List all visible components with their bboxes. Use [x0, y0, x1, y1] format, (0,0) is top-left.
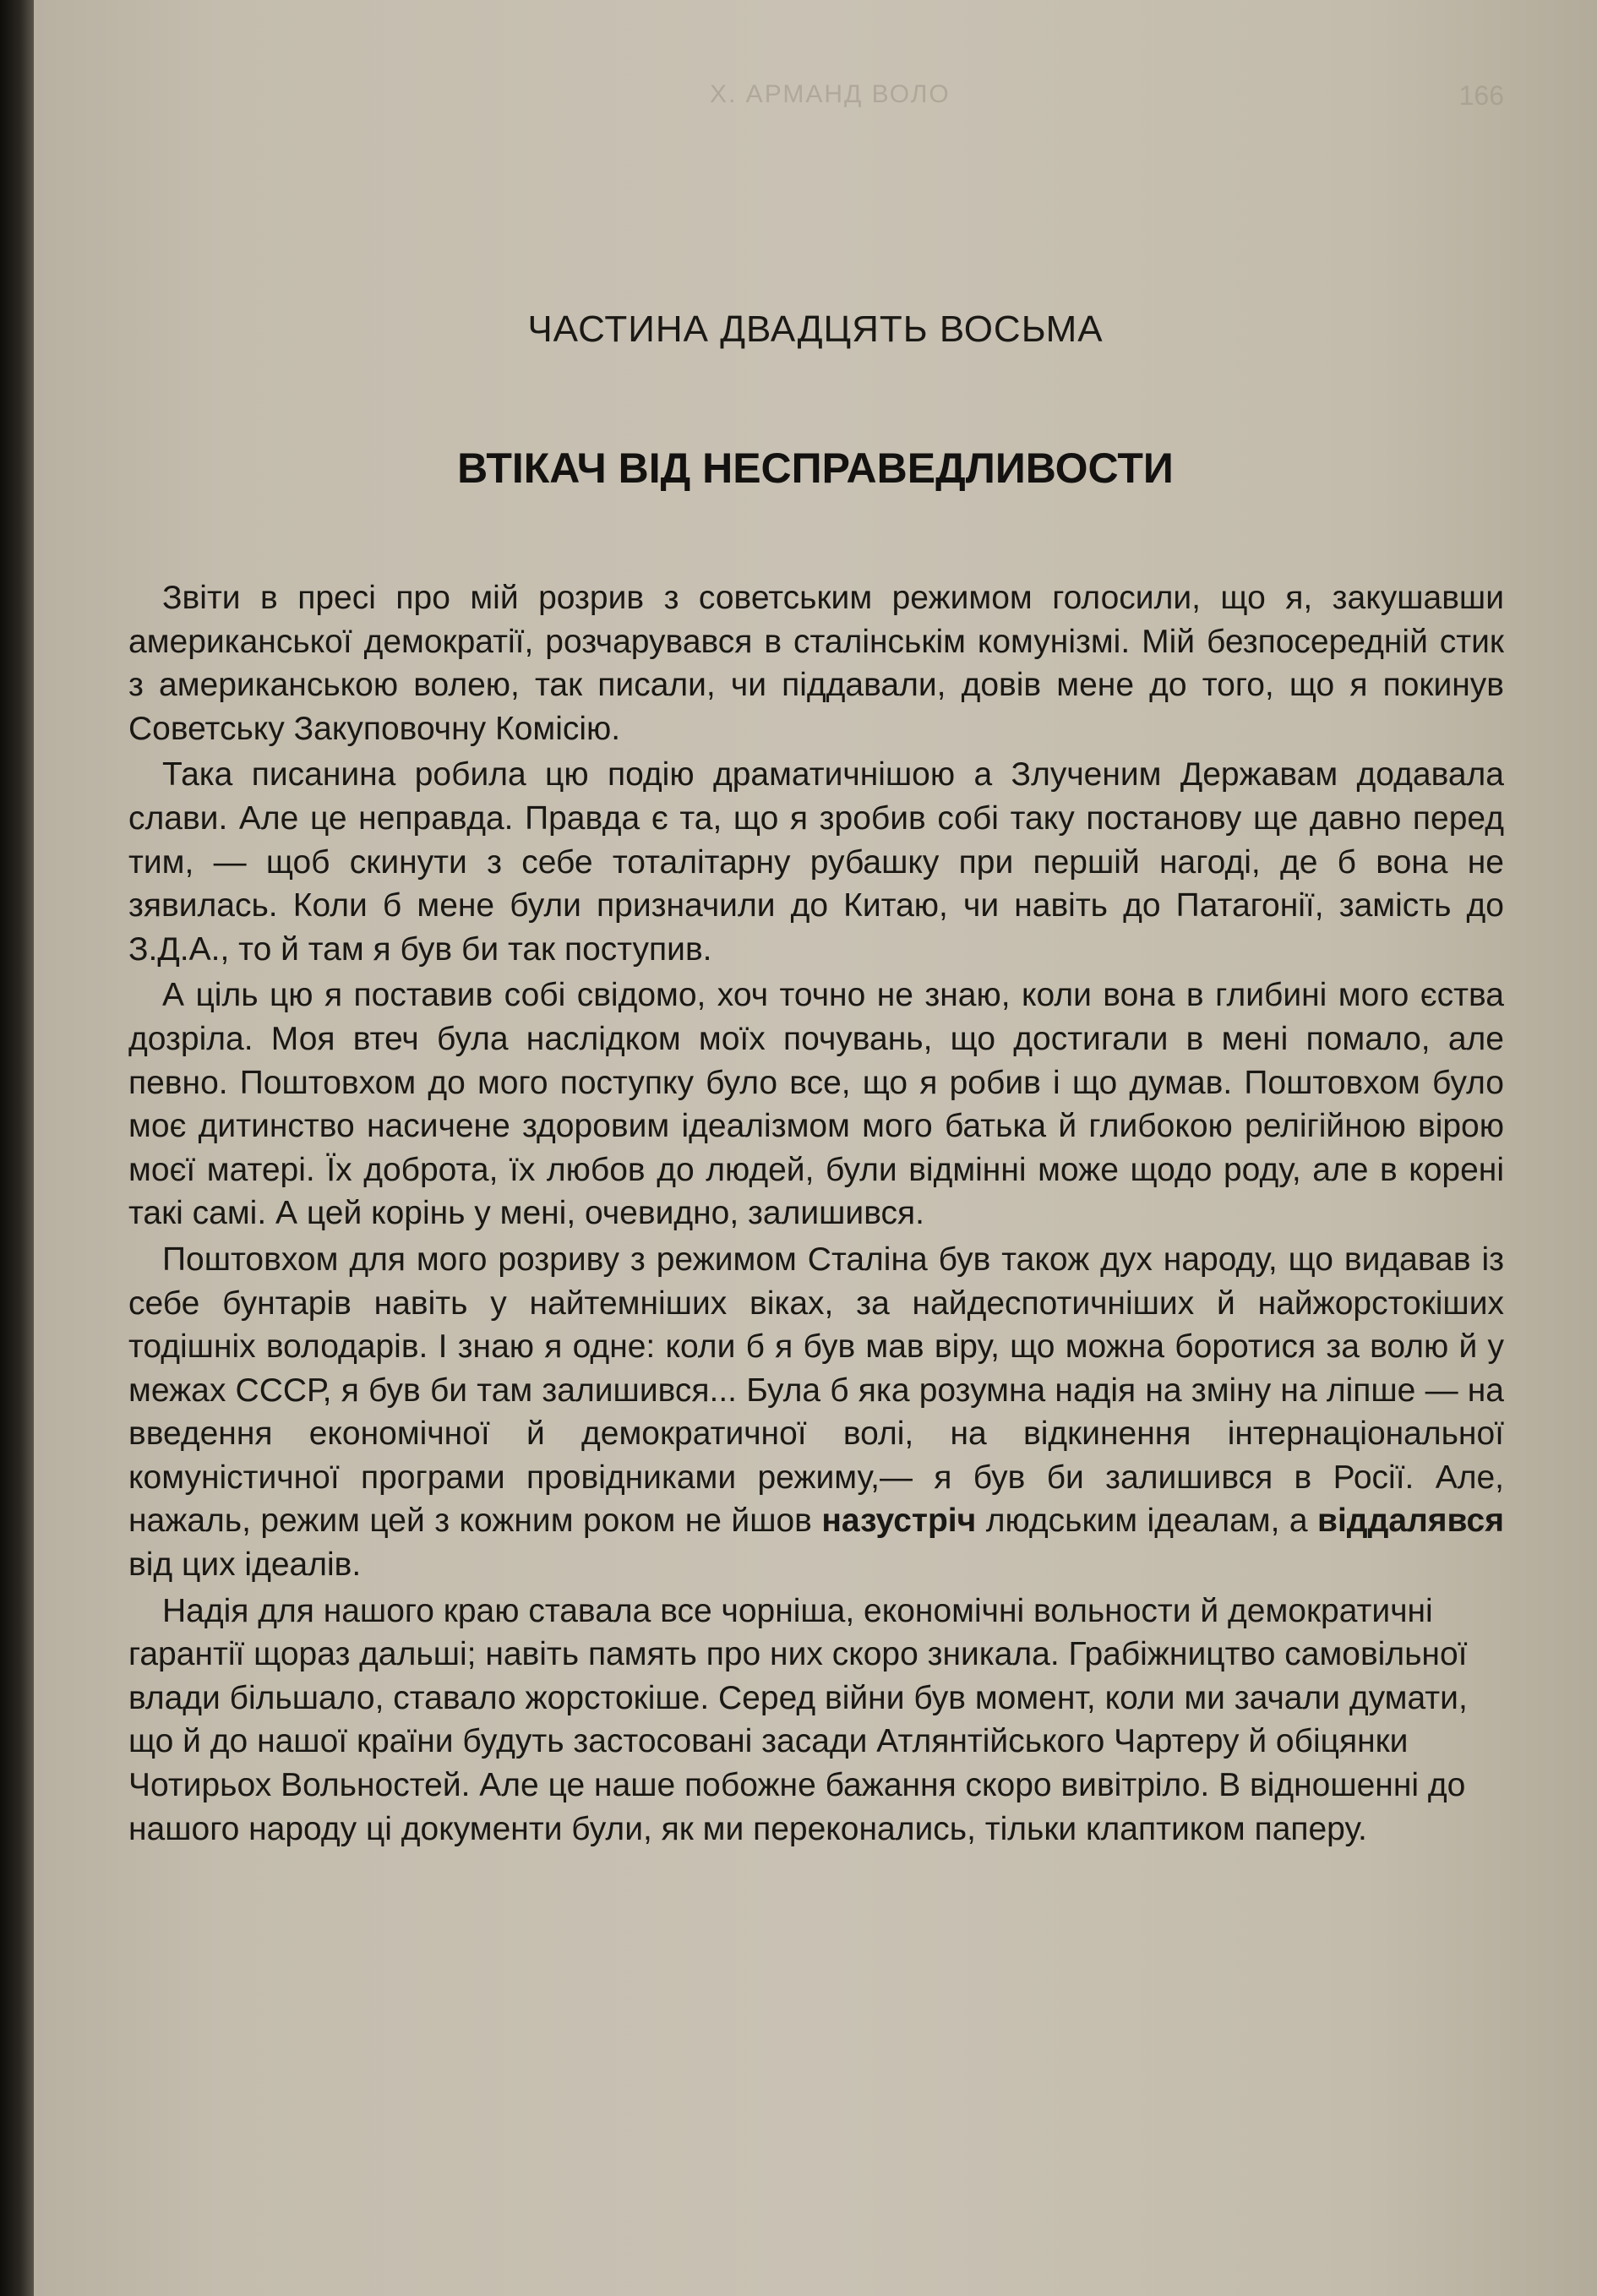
page-gutter-shadow [0, 0, 34, 2296]
paragraph-4-bold-word-1: назустріч [821, 1502, 977, 1540]
paragraph-2: Така писанина робила цю подію драматичнішою а Злученим Державам додавала слави. Але це неправда. Правда є та, що я зробив собі таку постанову ще давно перед тим, — щоб скинути з себе тоталітарну рубашку при першій нагоді, де б вона не зявилась. Коли б мене були призначили до Китаю, чи навіть до Патагонії, замість до З.Д.А., то й там я був би так поступив. [128, 756, 1504, 968]
paragraph-3: А ціль цю я поставив собі свідомо, хоч точно не знаю, коли вона в глибині мого єства дозріла. Моя втеч була наслідком моїх почувань, що достигали в мені помало, але певно. Поштовхом до мого поступку було все, що я робив і що думав. Поштовхом було моє дитинство насичене здоровим ідеалізмом мого батька й глибокою релігійною вірою моєї матері. Їх доброта, їх любов до людей, були відмінні може щодо роду, але в корені такі самі. А цей корінь у мені, очевидно, залишився. [128, 977, 1504, 1232]
part-title: ЧАСТИНА ДВАДЦЯТЬ ВОСЬМА [527, 308, 1104, 350]
book-page [34, 0, 1597, 2296]
chapter-title: ВТІКАЧ ВІД НЕСПРАВЕДЛИВОСТИ [457, 444, 1174, 492]
paragraph-4-text-after: від цих ідеалів. [128, 1546, 362, 1584]
paragraph-4-text-middle: людським ідеалам, а [976, 1502, 1317, 1540]
paragraph-4-bold-word-2: віддалявся [1317, 1502, 1504, 1540]
running-head: Х. АРМАНД ВОЛО [710, 80, 951, 108]
paragraph-1: Звіти в пресі про мій розрив з советським режимом голосили, що я, закушавши американської демократії, розчарувався в сталінськім комунізмі. Мій безпосередній стик з американською волею, так писали, чи піддавали, довів мене до того, що я покинув Советську Закуповочну Комісію. [128, 580, 1504, 747]
paragraph-4-text-before: Поштовхом для мого розриву з режимом Сталіна був також дух народу, що видавав із себе бунтарів навіть у найтемніших віках, за найдеспотичніших й найжорстокіших тодішніх володарів. І знаю я одне: коли б я був мав віру, що можна боротися за волю й у межах СССР, я був би там залишився... Була б яка розумна надія на зміну на ліпше — на введення економічної й демократичної волі, на відкинення інтернаціональної комуністичної програми провідниками режиму,— я був би залишився в Росії. Але, нажаль, режим цей з кожним роком не йшов [128, 1241, 1504, 1540]
page-number: 166 [1458, 80, 1504, 111]
body-text [128, 576, 1504, 1853]
paragraph-5: Надія для нашого краю ставала все чорніша, економічні вольности й демократичні гарантії щораз дальші; навіть память про них скоро зникала. Грабіжництво самовільної влади більшало, ставало жорстокіше. Серед війни був момент, коли ми зачали думати, що й до нашої країни будуть застосовані засади Атлянтійського Чартеру й обіцянки Чотирьох Вольностей. Але це наше побожне бажання скоро вивітріло. В відношенні до нашого народу ці документи були, як ми переконались, тільки клаптиком паперу. [128, 1592, 1468, 1847]
paragraph-4 [128, 1238, 1504, 1587]
